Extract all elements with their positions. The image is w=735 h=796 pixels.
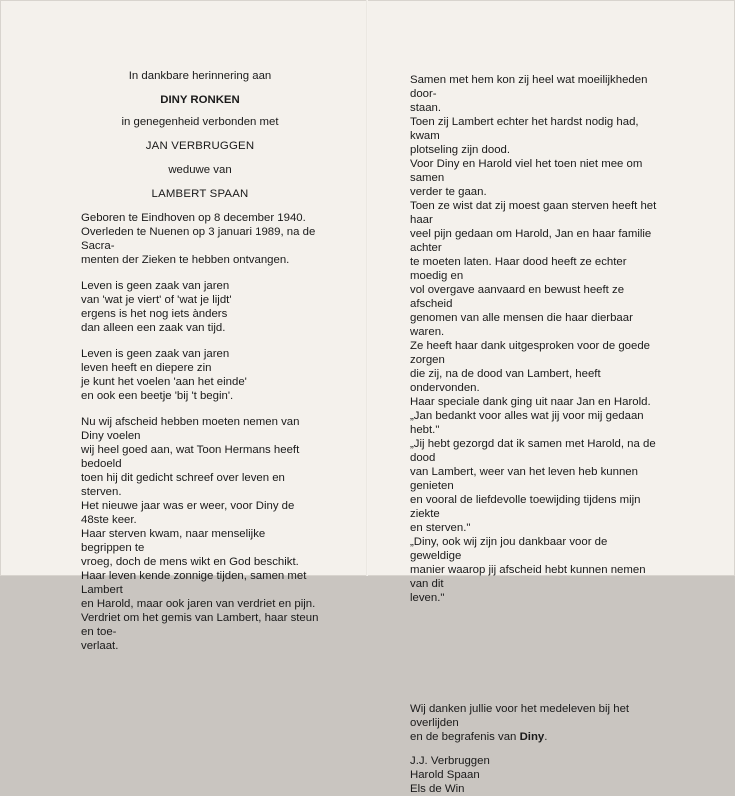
thanks-paragraph xyxy=(410,702,658,744)
poem-stanza-2 xyxy=(81,347,319,403)
poem-line: Leven is geen zaak van jaren xyxy=(81,348,230,360)
memorial-line: Toen ze wist dat zij moest gaan sterven heeft het haar xyxy=(410,200,657,226)
thanks-name: Diny xyxy=(519,731,545,743)
memorial-line: plotseling zijn dood. xyxy=(410,144,511,156)
memorial-line: staan. xyxy=(410,102,442,114)
memorial-line: Ze heeft haar dank uitgesproken voor de goede zorgen xyxy=(410,340,651,366)
closing-line: vroeg, doch de mens wikt en God beschikt. xyxy=(81,556,299,568)
late-husband-name: LAMBERT SPAAN xyxy=(151,188,249,200)
poem-stanza-1 xyxy=(81,279,319,335)
closing-line: Haar sterven kwam, naar menselijke begrippen te xyxy=(81,528,266,554)
closing-line: Het nieuwe jaar was er weer, voor Diny de 48ste keer. xyxy=(81,500,295,526)
memorial-line: die zij, na de dood van Lambert, heeft ondervonden. xyxy=(410,368,601,394)
bio-line: menten der Zieken te hebben ontvangen. xyxy=(81,254,290,266)
poem-line: Leven is geen zaak van jaren xyxy=(81,280,230,292)
poem-line: van 'wat je viert' of 'wat je lijdt' xyxy=(81,294,232,306)
memorial-line: manier waarop jij afscheid hebt kunnen nemen van dit xyxy=(410,564,646,590)
thanks-suffix: . xyxy=(544,731,548,743)
memorial-line: „Jij hebt gezorgd dat ik samen met Harold, na de dood xyxy=(410,438,656,464)
memorial-text xyxy=(410,73,658,605)
memorial-line: Toen zij Lambert echter het hardst nodig had, kwam xyxy=(410,116,639,142)
closing-line: Haar leven kende zonnige tijden, samen met Lambert xyxy=(81,570,307,596)
signature-name: J.J. Verbruggen xyxy=(410,755,490,767)
thanks-line: Wij danken jullie voor het medeleven bij het overlijden xyxy=(410,703,630,729)
memorial-line: leven." xyxy=(410,592,445,604)
memorial-line: „Diny, ook wij zijn jou dankbaar voor de geweldige xyxy=(410,536,608,562)
signatures xyxy=(410,754,658,796)
signature-name: Harold Spaan xyxy=(410,769,480,781)
memorial-line: „Jan bedankt voor alles wat jij voor mij gedaan hebt." xyxy=(410,410,644,436)
closing-line: Nu wij afscheid hebben moeten nemen van Diny voelen xyxy=(81,416,300,442)
poem-line: je kunt het voelen 'aan het einde' xyxy=(81,376,247,388)
memorial-line: Voor Diny en Harold viel het toen niet mee om samen xyxy=(410,158,643,184)
center-fold xyxy=(366,0,368,576)
memorial-line: en sterven." xyxy=(410,522,471,534)
partner-name: JAN VERBRUGGEN xyxy=(145,140,255,152)
poem-line: leven heeft en diepere zin xyxy=(81,362,212,374)
deceased-name: DINY RONKEN xyxy=(160,94,240,106)
signature-name: Els de Win xyxy=(410,783,465,795)
thanks-line xyxy=(410,730,658,744)
memorial-line: Haar speciale dank ging uit naar Jan en Harold. xyxy=(410,396,651,408)
bio-block xyxy=(81,211,319,267)
memorial-line: Samen met hem kon zij heel wat moeilijkheden door- xyxy=(410,74,648,100)
bio-line: Geboren te Eindhoven op 8 december 1940. xyxy=(81,212,306,224)
memorial-line: van Lambert, weer van het leven heb kunnen genieten xyxy=(410,466,638,492)
memorial-line: veel pijn gedaan om Harold, Jan en haar familie achter xyxy=(410,228,652,254)
memorial-line: genomen van alle mensen die haar dierbaar waren. xyxy=(410,312,633,338)
poem-line: ergens is het nog iets ànders xyxy=(81,308,228,320)
intro-text: In dankbare herinnering aan xyxy=(128,70,272,82)
closing-line: verlaat. xyxy=(81,640,119,652)
relation-text-1: in genegenheid verbonden met xyxy=(121,116,279,128)
memorial-line: vol overgave aanvaard en bewust heeft ze afscheid xyxy=(410,284,625,310)
poem-line: en ook een beetje 'bij 't begin'. xyxy=(81,390,234,402)
thanks-prefix: en de begrafenis van xyxy=(410,731,520,743)
bio-line: Overleden te Nuenen op 3 januari 1989, na de Sacra- xyxy=(81,226,316,252)
closing-line: Verdriet om het gemis van Lambert, haar steun en toe- xyxy=(81,612,319,638)
memorial-line: te moeten laten. Haar dood heeft ze echter moedig en xyxy=(410,256,627,282)
closing-line: en Harold, maar ook jaren van verdriet en pijn. xyxy=(81,598,316,610)
closing-paragraph xyxy=(81,415,319,653)
closing-line: wij heel goed aan, wat Toon Hermans heeft bedoeld xyxy=(81,444,300,470)
memorial-line: en vooral de liefdevolle toewijding tijdens mijn ziekte xyxy=(410,494,641,520)
right-panel xyxy=(410,73,658,796)
left-panel xyxy=(81,69,319,653)
memorial-line: verder te gaan. xyxy=(410,186,487,198)
relation-text-2: weduwe van xyxy=(168,164,232,176)
closing-line: toen hij dit gedicht schreef over leven en sterven. xyxy=(81,472,285,498)
poem-line: dan alleen een zaak van tijd. xyxy=(81,322,226,334)
